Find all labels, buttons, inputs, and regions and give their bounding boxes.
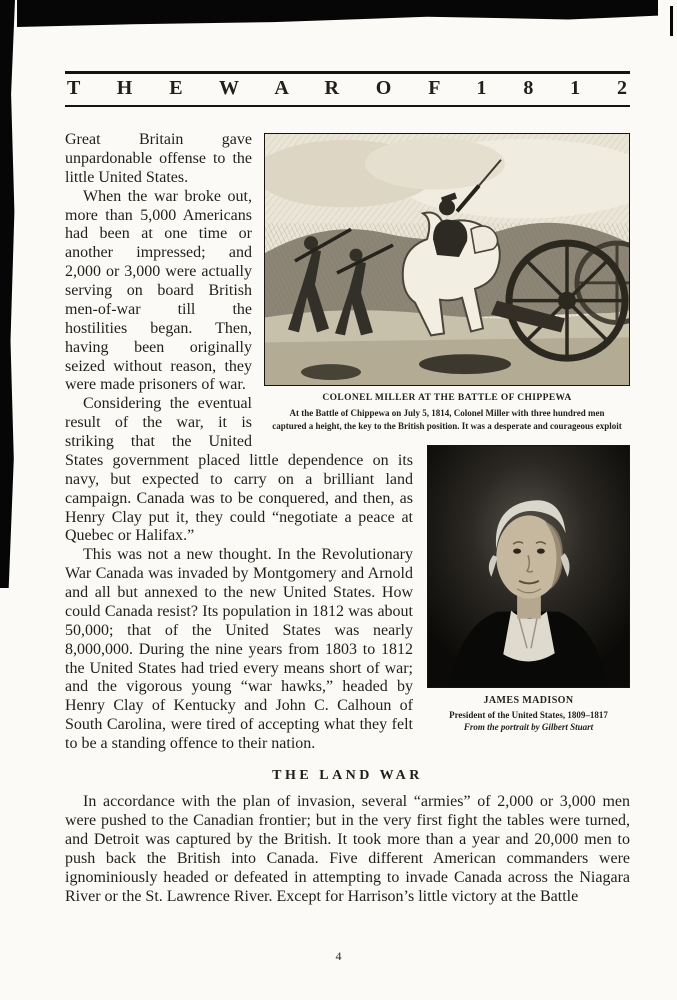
battle-illustration [264, 133, 630, 386]
scan-artifact-left-edge [0, 0, 15, 588]
battle-caption-title: COLONEL MILLER AT THE BATTLE OF CHIPPEWA [322, 393, 572, 403]
scan-artifact-right-edge [670, 6, 673, 36]
madison-caption [427, 688, 630, 734]
figure-james-madison [427, 445, 630, 734]
paragraph-4: This was not a new thought. In the Revolutionary War Canada was invaded by Montgomery and Arnold and all but annexed to the new United States. How could Canada resist? Its population in 1812 was about 50,000; that of the United States was nearly 8,000,000. During the nine years from 1803 to 1812 the United States had tried every means short of war; and the vigorous young “war hawks,” headed by Henry Clay of Kentucky and John C. Calhoun of South Carolina, were tired of accepting what they felt to be a standing offence to their nation. [65, 546, 413, 752]
paragraph-1: Great Britain gave unpardonable offense to the little United States. [65, 131, 252, 186]
running-title: T H E W A R O F 1 8 1 2 [67, 77, 628, 99]
page-header [65, 71, 630, 107]
section-heading-the-land-war: THE LAND WAR [272, 767, 423, 783]
page-number: 4 [335, 949, 342, 963]
madison-caption-title: JAMES MADISON [483, 694, 574, 706]
page-content [65, 71, 630, 907]
paragraph-2: When the war broke out, more than 5,000 Americans had been at one time or another impressed; and 2,000 or 3,000 were actually serving on board British men-of-war till the hostilities began. Then, having been originally seized without reason, they were made prisoners of war. [65, 187, 252, 394]
paragraph-3: Considering the eventual result of the war, it is striking that the United States government placed little dependence on its navy, but expected to carry on a brilliant land campaign. Canada was to be conquered, and then, as Henry Clay put it, they could “negotiate a peace at Quebec or Halifax.” [65, 395, 413, 545]
page-body [65, 131, 630, 907]
battle-caption [264, 386, 630, 433]
madison-portrait-svg [428, 446, 629, 687]
madison-caption-subtitle: President of the United States, 1809–1817 [449, 710, 608, 721]
madison-caption-credit: From the portrait by Gilbert Stuart [463, 722, 594, 733]
battle-caption-text: At the Battle of Chippewa on July 5, 1814, Colonel Miller with three hundred men captured a height, the key to the British position. It was a desperate and courageous exploit [272, 408, 622, 431]
paragraph-5: In accordance with the plan of invasion, several “armies” of 2,000 or 3,000 men were pushed to the Canadian frontier; but in the very first fight the tables were turned, and Detroit was captured by the British. It took more than a year and 20,000 men to push back the British into Canada. Five different American commanders were ignominiously headed or defeated in attempting to invade Canada across the Niagara River or the St. Lawrence River. Except for Harrison’s little victory at the Battle [65, 793, 630, 905]
battle-illustration-svg [265, 134, 629, 385]
scan-artifact-top-edge [17, 0, 658, 27]
figure-battle-of-chippewa [264, 133, 630, 433]
madison-portrait [427, 445, 630, 688]
